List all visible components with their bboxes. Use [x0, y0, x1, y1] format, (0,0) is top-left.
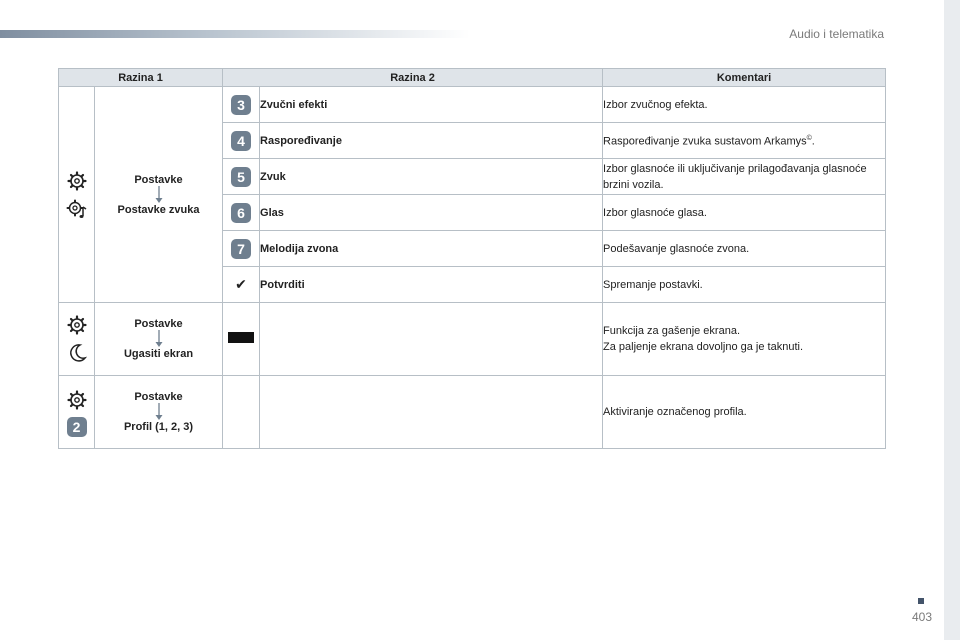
- number-badge: 3: [231, 95, 251, 115]
- level2-label-empty: [260, 303, 603, 376]
- level2-label: Melodija zvona: [260, 231, 603, 267]
- comment-end: .: [811, 135, 815, 148]
- level2-label: Zvučni efekti: [260, 87, 603, 123]
- group3-icons: [59, 376, 95, 449]
- number-badge: 2: [67, 417, 87, 437]
- row-number-cell: [223, 123, 260, 159]
- group2-path: [95, 303, 223, 376]
- sound-settings-icon: [66, 198, 88, 220]
- number-badge: 7: [231, 239, 251, 259]
- path-top-label: Postavke: [134, 391, 183, 403]
- row-number-cell: [223, 267, 260, 303]
- header-level2: Razina 2: [223, 69, 603, 87]
- table-header-row: [59, 69, 886, 87]
- level2-label: Zvuk: [260, 159, 603, 195]
- copyright-mark: ©: [806, 135, 812, 143]
- level2-label: Potvrditi: [260, 267, 603, 303]
- level2-label-empty: [260, 376, 603, 449]
- group2-icons: [59, 303, 95, 376]
- check-icon: ✔: [235, 276, 247, 292]
- row-number-cell-empty: [223, 376, 260, 449]
- comment-text: Raspoređivanje zvuka sustavom Arkamys: [603, 135, 807, 148]
- header-level1: Razina 1: [59, 69, 223, 87]
- page-number: 403: [911, 610, 932, 624]
- arrow-down-icon: [154, 186, 164, 204]
- row-number-cell: [223, 159, 260, 195]
- header-gradient-bar: [0, 30, 470, 38]
- path-bottom-label: Postavke zvuka: [117, 203, 200, 216]
- arrow-down-icon: [154, 330, 164, 348]
- comment-cell: Izbor glasnoće glasa.: [603, 195, 886, 231]
- level2-label: Glas: [260, 195, 603, 231]
- comment-cell: Izbor zvučnog efekta.: [603, 87, 886, 123]
- settings-table: [58, 68, 886, 449]
- path-top-label: Postavke: [134, 318, 183, 330]
- header-comments: Komentari: [603, 69, 886, 87]
- path-top-label: Postavke: [134, 173, 183, 186]
- row-number-cell: [223, 231, 260, 267]
- comment-cell: [603, 123, 886, 159]
- comment-cell: Izbor glasnoće ili uključivanje prilagođavanja glasnoće brzini vozila.: [603, 159, 886, 195]
- comment-line: Funkcija za gašenje ekrana.: [603, 325, 740, 337]
- table-row: [59, 376, 886, 449]
- right-margin-strip: [944, 0, 960, 640]
- number-badge: 4: [231, 131, 251, 151]
- number-badge: 5: [231, 167, 251, 187]
- row-number-cell: [223, 195, 260, 231]
- table-row: [59, 303, 886, 376]
- path-bottom-label: Ugasiti ekran: [123, 348, 194, 360]
- settings-gear-icon: [66, 170, 88, 192]
- comment-line: Za paljenje ekrana dovoljno ga je taknuti.: [603, 341, 803, 353]
- group1-path: [95, 87, 223, 303]
- number-badge: 6: [231, 203, 251, 223]
- page-marker: [918, 598, 924, 604]
- path-bottom-label: Profil (1, 2, 3): [123, 421, 194, 433]
- table-row: [59, 87, 886, 123]
- screen-off-icon: [228, 332, 254, 343]
- screen-off-cell: [223, 303, 260, 376]
- page-header-title: Audio i telematika: [789, 27, 884, 41]
- row-number-cell: [223, 87, 260, 123]
- comment-cell: [603, 303, 886, 376]
- settings-gear-icon: [66, 389, 88, 411]
- group3-path: [95, 376, 223, 449]
- comment-cell: Spremanje postavki.: [603, 267, 886, 303]
- moon-icon: [66, 342, 88, 364]
- group1-icons: [59, 87, 95, 303]
- arrow-down-icon: [154, 403, 164, 421]
- settings-gear-icon: [66, 314, 88, 336]
- level2-label: Raspoređivanje: [260, 123, 603, 159]
- comment-cell: Aktiviranje označenog profila.: [603, 376, 886, 449]
- comment-cell: Podešavanje glasnoće zvona.: [603, 231, 886, 267]
